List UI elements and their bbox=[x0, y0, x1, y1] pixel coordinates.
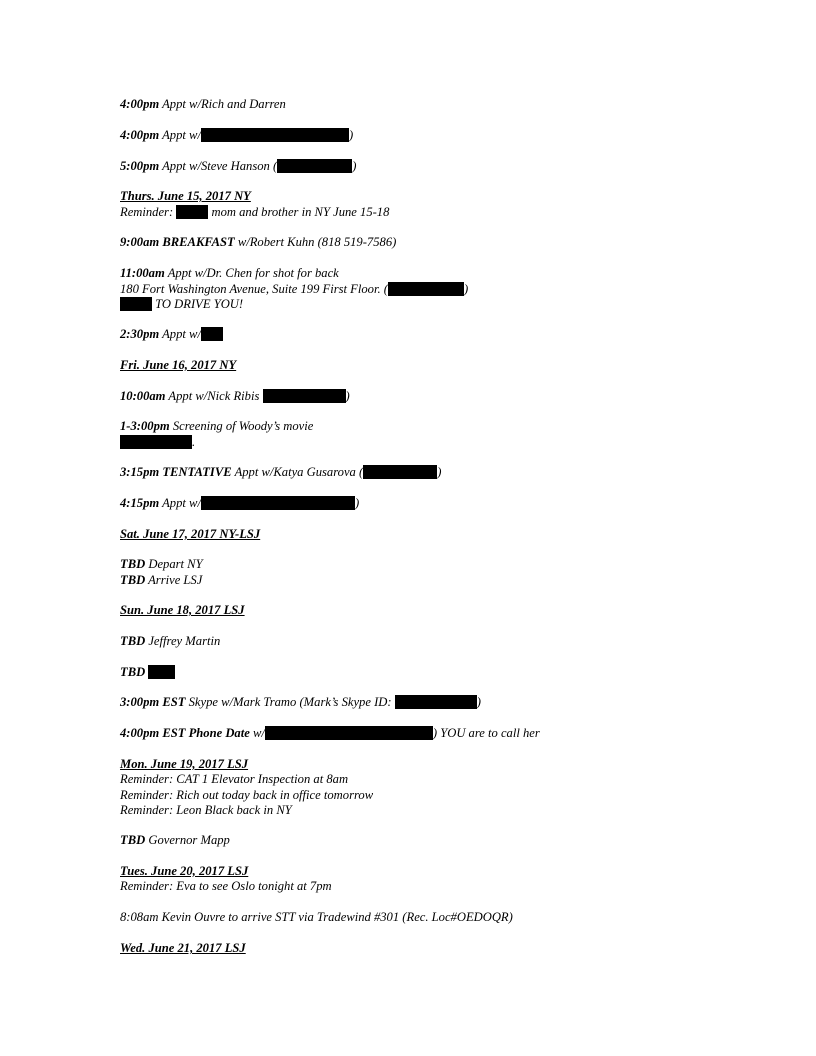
reminder: Reminder: Rich out today back in office tomorrow bbox=[120, 788, 374, 802]
date-header: Sun. June 18, 2017 LSJ bbox=[120, 603, 245, 617]
entry bbox=[120, 234, 396, 250]
entry-time: 11:00am bbox=[120, 266, 165, 280]
entry bbox=[120, 127, 353, 143]
entry bbox=[120, 572, 202, 588]
redaction-box bbox=[388, 282, 464, 296]
entry-tail: ) bbox=[463, 282, 469, 296]
entry-time: 2:30pm bbox=[120, 327, 160, 341]
redaction-box bbox=[277, 159, 352, 173]
entry bbox=[120, 464, 441, 480]
entry-text: Appt w/ bbox=[162, 128, 201, 142]
entry-text: Depart NY bbox=[148, 557, 203, 571]
entry-time: 4:00pm bbox=[120, 97, 160, 111]
date-header: Sat. June 17, 2017 NY-LSJ bbox=[120, 527, 261, 541]
entry-text: Appt w/Rich and Darren bbox=[162, 97, 286, 111]
entry-continuation bbox=[120, 296, 243, 312]
date-header: Tues. June 20, 2017 LSJ bbox=[120, 864, 249, 878]
entry-time: TBD bbox=[120, 634, 146, 648]
entry-time: 9:00am bbox=[120, 235, 160, 249]
redaction-box bbox=[363, 465, 437, 479]
entry-time: 5:00pm bbox=[120, 159, 160, 173]
entry-text: Appt w/Katya Gusarova ( bbox=[234, 465, 364, 479]
entry-text: w/ bbox=[252, 726, 265, 740]
entry-tail: . bbox=[192, 435, 196, 449]
entry bbox=[120, 725, 540, 741]
entry-bold-label: BREAKFAST bbox=[162, 235, 235, 249]
entry bbox=[120, 694, 481, 710]
reminder: Reminder: Leon Black back in NY bbox=[120, 803, 292, 817]
entry bbox=[120, 633, 220, 649]
entry-time: 3:15pm bbox=[120, 465, 160, 479]
entry-bold-label: Phone Date bbox=[188, 726, 250, 740]
redaction-box bbox=[265, 726, 433, 740]
entry-tail: ) bbox=[437, 465, 442, 479]
redaction-box bbox=[176, 205, 208, 219]
entry-time: 10:00am bbox=[120, 389, 166, 403]
entry bbox=[120, 495, 359, 511]
entry-time: TBD bbox=[120, 573, 146, 587]
entry-text: Skype w/Mark Tramo (Mark’s Skype ID: bbox=[188, 695, 392, 709]
address-text: 180 Fort Washington Avenue, Suite 199 First Floor. ( bbox=[120, 282, 388, 296]
entry-time: TBD bbox=[120, 665, 146, 679]
entry-continuation bbox=[120, 281, 468, 297]
entry-time: 3:00pm EST bbox=[120, 695, 186, 709]
date-header: Mon. June 19, 2017 LSJ bbox=[120, 757, 249, 771]
entry-time: TBD bbox=[120, 833, 146, 847]
entry-text: Appt w/ bbox=[162, 496, 201, 510]
redaction-box bbox=[263, 389, 346, 403]
redaction-box bbox=[120, 435, 192, 449]
entry-text: Appt w/Dr. Chen for shot for back bbox=[167, 266, 339, 280]
entry bbox=[120, 418, 313, 434]
entry-text: Appt w/Nick Ribis bbox=[168, 389, 260, 403]
entry-tail: ) bbox=[348, 128, 354, 142]
entry-continuation bbox=[120, 434, 195, 450]
reminder: Reminder: CAT 1 Elevator Inspection at 8am bbox=[120, 772, 349, 786]
entry-tail: ) bbox=[354, 496, 360, 510]
redaction-box bbox=[201, 128, 349, 142]
entry-text: Jeffrey Martin bbox=[148, 634, 221, 648]
date-header: Thurs. June 15, 2017 NY bbox=[120, 189, 251, 203]
reminder bbox=[120, 204, 389, 220]
entry-time: 4:15pm bbox=[120, 496, 160, 510]
entry-time: TBD bbox=[120, 557, 146, 571]
note-text: TO DRIVE YOU! bbox=[155, 297, 244, 311]
entry-tail: ) bbox=[352, 159, 357, 173]
entry-time: 1-3:00pm bbox=[120, 419, 170, 433]
entry-bold-label: TENTATIVE bbox=[162, 465, 232, 479]
entry bbox=[120, 664, 175, 680]
reminder: Reminder: Eva to see Oslo tonight at 7pm bbox=[120, 879, 332, 893]
entry-time: 4:00pm EST bbox=[120, 726, 186, 740]
entry-tail: ) YOU are to call her bbox=[432, 726, 540, 740]
entry-text: Screening of Woody’s movie bbox=[172, 419, 314, 433]
entry-text: Appt w/Steve Hanson ( bbox=[162, 159, 278, 173]
entry: 8:08am Kevin Ouvre to arrive STT via Tradewind #301 (Rec. Loc#OEDOQR) bbox=[120, 910, 513, 924]
reminder-label: Reminder: bbox=[120, 205, 174, 219]
entry bbox=[120, 96, 286, 112]
redaction-box bbox=[395, 695, 477, 709]
redaction-box bbox=[148, 665, 175, 679]
entry bbox=[120, 265, 339, 281]
entry-text: Appt w/ bbox=[162, 327, 201, 341]
date-header: Wed. June 21, 2017 LSJ bbox=[120, 941, 246, 955]
entry bbox=[120, 832, 230, 848]
date-header: Fri. June 16, 2017 NY bbox=[120, 358, 237, 372]
entry-text: Arrive LSJ bbox=[148, 573, 203, 587]
entry bbox=[120, 158, 356, 174]
redaction-box bbox=[201, 496, 355, 510]
entry-text: w/Robert Kuhn (818 519-7586) bbox=[237, 235, 397, 249]
entry bbox=[120, 326, 223, 342]
reminder-text: mom and brother in NY June 15-18 bbox=[211, 205, 390, 219]
entry bbox=[120, 556, 203, 572]
redaction-box bbox=[120, 297, 152, 311]
entry-time: 4:00pm bbox=[120, 128, 160, 142]
entry-tail: ) bbox=[345, 389, 350, 403]
entry-text: Governor Mapp bbox=[148, 833, 230, 847]
redaction-box bbox=[201, 327, 223, 341]
entry bbox=[120, 388, 350, 404]
entry-tail: ) bbox=[476, 695, 481, 709]
